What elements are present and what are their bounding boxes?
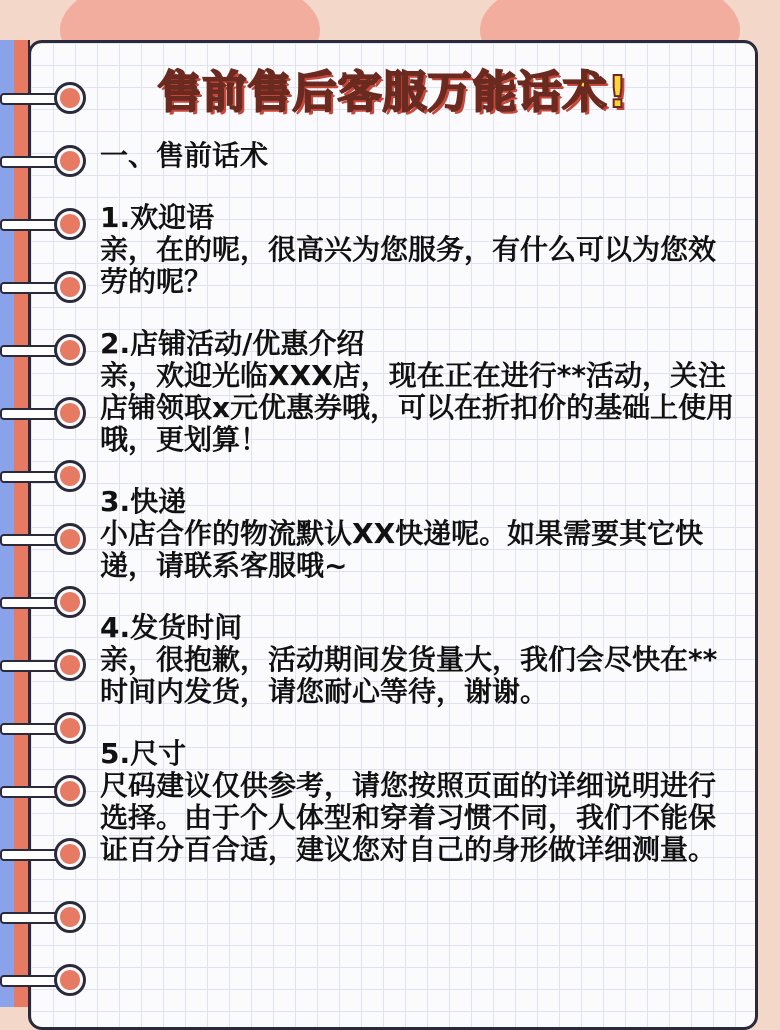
item-body: 亲，欢迎光临XXX店，现在正在进行**活动，关注店铺领取x元优惠券哦，可以在折扣价的基础上使用哦，更划算！ (100, 359, 735, 456)
section-title: 一、售前话术 (100, 139, 269, 172)
content-area (100, 138, 740, 896)
script-item-size (100, 738, 740, 866)
script-item-delivery (100, 486, 740, 582)
script-item-shipping-time (100, 612, 740, 708)
item-heading: 1.欢迎语 (100, 201, 215, 234)
script-item-promotion (100, 328, 740, 456)
script-item-welcome (100, 202, 740, 298)
item-heading: 2.店铺活动/优惠介绍 (100, 327, 365, 360)
item-heading: 5.尺寸 (100, 737, 187, 770)
item-heading: 4.发货时间 (100, 611, 243, 644)
item-body: 小店合作的物流默认XX快递呢。如果需要其它快递，请联系客服哦~ (100, 517, 704, 582)
page-title: 售前售后客服万能话术! (157, 67, 629, 118)
item-body: 尺码建议仅供参考，请您按照页面的详细说明进行选择。由于个人体型和穿着习惯不同，我们不能保证百分百合适，建议您对自己的身形做详细测量。 (100, 769, 717, 866)
item-body: 亲，在的呢，很高兴为您服务，有什么可以为您效劳的呢？ (100, 233, 717, 298)
item-heading: 3.快递 (100, 485, 187, 518)
item-body: 亲，很抱歉，活动期间发货量大，我们会尽快在**时间内发货，请您耐心等待，谢谢。 (100, 643, 718, 708)
